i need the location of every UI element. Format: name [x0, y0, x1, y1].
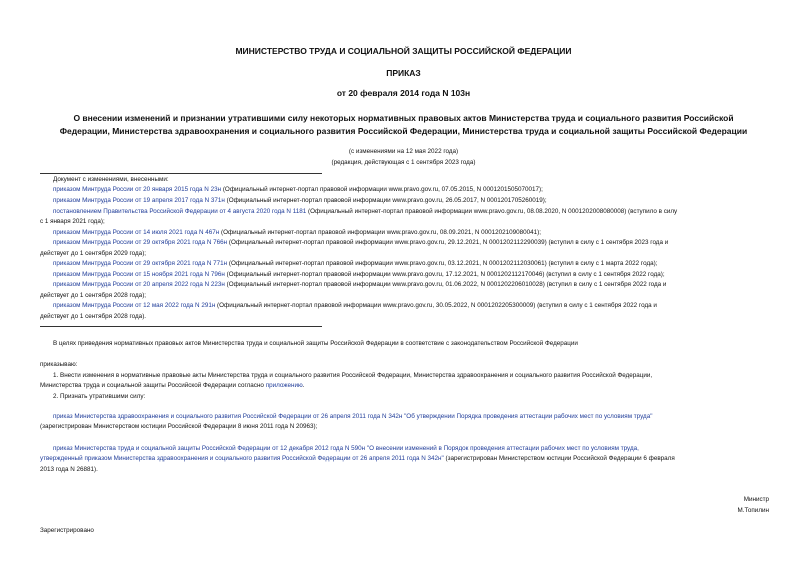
amendment-text: (Официальный интернет-портал правовой информации www.pravo.gov.ru, 26.05.2017, N 0001201705260019);: [224, 197, 547, 204]
subject-line-2: Федерации, Министерства здравоохранения и социального развития Российской Федерации, Министерства труда и социальной защиты Российской Федерации: [59, 126, 748, 136]
amendment-continuation: действует до 1 сентября 2028 года);: [40, 292, 147, 299]
amendment-continuation: с 1 января 2021 года);: [40, 218, 105, 225]
repealed-order-1-link[interactable]: приказ Министерства здравоохранения и социального развития Российской Федерации от 26 апреля 2011 года N 342н "Об утверждении Порядка проведения аттестации рабочих мест по условиям труда": [53, 413, 653, 420]
amendment-text: (Официальный интернет-портал правовой информации www.pravo.gov.ru, 03.12.2021, N 0001202112030061) (вступил в силу с 1 марта 2022 года);: [227, 260, 658, 267]
appendix-link[interactable]: приложению: [265, 382, 303, 389]
changes-note: (с изменениями на 12 мая 2022 года): [348, 148, 459, 155]
preamble: В целях приведения нормативных правовых актов Министерства труда и социальной защиты Российской Федерации в соответствие с законодательством Российской Федерации: [53, 340, 578, 347]
amendment-text: (Официальный интернет-портал правовой информации www.pravo.gov.ru, 07.05.2015, N 0001201505070017);: [221, 186, 543, 193]
amendment-text: (Официальный интернет-портал правовой информации www.pravo.gov.ru, 30.05.2022, N 0001202205300009) (вступил в силу с 1 сентября 2022 года и: [215, 302, 657, 309]
order-word: приказываю:: [40, 361, 78, 368]
repealed-order-2-link-line-1[interactable]: приказ Министерства труда и социальной защиты Российской Федерации от 12 декабря 2012 года N 590н "О внесении изменений в Порядок проведения аттестации рабочих мест по условиям труда,: [53, 445, 639, 452]
amendment-item: [53, 301, 657, 312]
amendment-link[interactable]: приказом Минтруда России от 20 апреля 2022 года N 223н: [53, 281, 225, 288]
amendment-link[interactable]: приказом Минтруда России от 29 октября 2021 года N 766н: [53, 239, 228, 246]
amendment-link[interactable]: приказом Минтруда России от 19 апреля 2017 года N 371н: [53, 197, 225, 204]
amendment-link[interactable]: приказом Минтруда России от 15 ноября 2021 года N 796н: [53, 271, 225, 278]
paragraph-2: 2. Признать утратившими силу:: [53, 393, 146, 400]
subject-line-1: О внесении изменений и признании утратившими силу некоторых нормативных правовых актов Министерства труда и социального развития Российской: [73, 113, 734, 123]
edition-note: (редакция, действующая с 1 сентября 2023 года): [331, 159, 476, 166]
document-type: ПРИКАЗ: [386, 68, 421, 78]
amendment-link[interactable]: приказом Минтруда России от 29 октября 2021 года N 771н: [53, 260, 228, 267]
amendment-item: [53, 185, 543, 196]
amendment-item: [53, 196, 547, 207]
signatory-title: Министр: [743, 496, 769, 503]
ministry-title: МИНИСТЕРСТВО ТРУДА И СОЦИАЛЬНОЙ ЗАЩИТЫ РОССИЙСКОЙ ФЕДЕРАЦИИ: [235, 46, 572, 56]
signatory-name: М.Топилин: [737, 507, 769, 514]
amendment-item: [53, 238, 668, 249]
repealed-order-2-registration: (зарегистрирован Министерством юстиции Российской Федерации 6 февраля: [443, 455, 675, 462]
bottom-divider: [40, 326, 322, 327]
document-date-number: от 20 февраля 2014 года N 103н: [336, 88, 471, 98]
amendment-continuation: действует до 1 сентября 2028 года).: [40, 313, 147, 320]
paragraph-1-text: Министерства труда и социальной защиты Российской Федерации согласно: [40, 382, 266, 389]
paragraph-1-end: .: [302, 382, 305, 389]
amendment-text: (Официальный интернет-портал правовой информации www.pravo.gov.ru, 08.09.2021, N 0001202109080041);: [219, 229, 542, 236]
top-divider: [40, 173, 322, 174]
amendment-text: (Официальный интернет-портал правовой информации www.pravo.gov.ru, 08.08.2020, N 0001202008080008) (вступило в силу: [306, 208, 678, 215]
amendment-link[interactable]: приказом Минтруда России от 20 января 2015 года N 23н: [53, 186, 222, 193]
amendment-link[interactable]: приказом Минтруда России от 12 мая 2022 года N 291н: [53, 302, 216, 309]
amendment-item: [53, 259, 657, 270]
amendment-link[interactable]: постановлением Правительства Российской Федерации от 4 августа 2020 года N 1181: [53, 208, 307, 215]
amendment-text: (Официальный интернет-портал правовой информации www.pravo.gov.ru, 01.06.2022, N 0001202206010028) (вступил в силу с 1 сентября 2022 года и: [224, 281, 667, 288]
repealed-order-2-line-3: 2013 года N 26881).: [40, 466, 98, 473]
amendment-item: [53, 270, 665, 281]
repealed-order-1-registration: (зарегистрирован Министерством юстиции Российской Федерации 8 июня 2011 года N 20963);: [40, 423, 318, 430]
paragraph-1-line-1: 1. Внести изменения в нормативные правовые акты Министерства труда и социального развития Российской Федерации, Министерства здравоохранения и социального развития Российской Федерации,: [53, 372, 653, 379]
registered-label: Зарегистрировано: [40, 527, 94, 534]
amendment-text: (Официальный интернет-портал правовой информации www.pravo.gov.ru, 17.12.2021, N 0001202112170046) (вступил в силу с 1 сентября 2022 года);: [224, 271, 665, 278]
amendment-item: [53, 207, 677, 218]
amendment-link[interactable]: приказом Минтруда России от 14 июля 2021 года N 467н: [53, 229, 220, 236]
repealed-order-2-line-2: [40, 454, 675, 465]
amendment-continuation: действует до 1 сентября 2029 года);: [40, 250, 147, 257]
amendment-item: [53, 228, 541, 239]
repealed-order-2-link-line-2[interactable]: утвержденный приказом Министерства здравоохранения и социального развития Российской Федерации от 26 апреля 2011 года N 342н": [40, 455, 444, 462]
paragraph-1-line-2: [40, 381, 304, 392]
amendment-item: [53, 280, 666, 291]
amendments-intro: Документ с изменениями, внесенными:: [53, 176, 169, 183]
amendment-text: (Официальный интернет-портал правовой информации www.pravo.gov.ru, 29.12.2021, N 0001202112290039) (вступил в силу с 1 сентября 2023 года и: [227, 239, 669, 246]
